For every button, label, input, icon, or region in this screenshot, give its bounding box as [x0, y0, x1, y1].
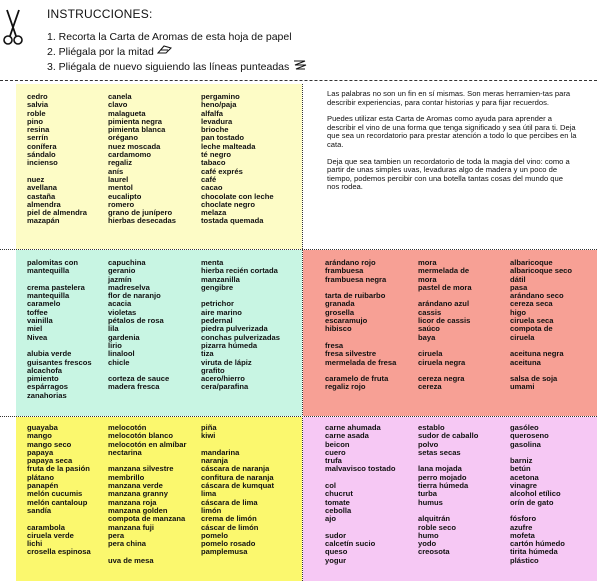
aroma-item: kiwi — [201, 431, 216, 441]
fold-zigzag-icon — [292, 61, 308, 73]
aroma-item: melaza — [201, 208, 227, 218]
aroma-item: tarta de ruibarbo — [325, 291, 386, 301]
aroma-item: establo — [418, 423, 445, 432]
aroma-column — [27, 93, 87, 226]
aroma-item: pétalos de rosa — [108, 316, 164, 326]
aroma-item: mandarina — [201, 447, 240, 457]
aroma-item: espárragos — [27, 382, 68, 392]
aroma-item: anís — [108, 166, 124, 176]
aroma-item: palomitas con — [27, 258, 79, 267]
aroma-item: clavo — [108, 100, 128, 110]
aroma-item: licor de cassis — [418, 316, 471, 326]
aroma-item: Nivea — [27, 332, 48, 342]
aroma-item: naranja — [201, 456, 229, 466]
aroma-item: fresa — [325, 340, 344, 350]
aroma-item: cáscara de lima — [201, 497, 258, 507]
aroma-item: col — [325, 481, 336, 491]
aroma-item: sudor — [325, 530, 347, 540]
aroma-item: mora — [418, 274, 437, 284]
aroma-item: salsa de soja — [510, 374, 558, 384]
aroma-item: crema de limón — [201, 514, 257, 524]
aroma-item: guisantes frescos — [27, 357, 92, 367]
aroma-item: turba — [418, 489, 437, 499]
aroma-item: mofeta — [510, 530, 535, 540]
aroma-item: almendra — [27, 199, 61, 209]
aroma-item: tostada quemada — [201, 216, 264, 226]
aroma-item: pimienta blanca — [108, 125, 166, 135]
aroma-column — [201, 259, 280, 392]
aroma-item: sándalo — [27, 150, 56, 160]
aroma-item: chocolate con leche — [201, 191, 274, 201]
aroma-item: gardenia — [108, 332, 140, 342]
aroma-item: piña — [201, 423, 217, 432]
aroma-item: queroseno — [510, 431, 549, 441]
aroma-item: heno/paja — [201, 100, 237, 110]
aroma-item: violetas — [108, 307, 137, 317]
aroma-item: fruta de la pasión — [27, 464, 90, 474]
fold-line-horizontal-2 — [0, 416, 597, 417]
aroma-item: hierbas desecadas — [108, 216, 176, 226]
aroma-column — [201, 424, 274, 557]
aroma-item: cereza — [418, 382, 442, 392]
aroma-column — [325, 259, 396, 392]
aroma-item: roble seco — [418, 522, 456, 532]
fold-line-vertical — [302, 84, 303, 581]
aroma-item: flor de naranjo — [108, 291, 161, 301]
aroma-item: laurel — [108, 174, 129, 184]
aroma-item: leche malteada — [201, 141, 256, 151]
aroma-item: frambuesa negra — [325, 274, 387, 284]
aroma-item: perro mojado — [418, 472, 467, 482]
step-2: 2. Pliégala por la mitad — [47, 44, 308, 59]
aroma-item: albaricoque seco — [510, 266, 573, 276]
aroma-item: cereza negra — [418, 374, 465, 384]
aroma-item: petrichor — [201, 299, 234, 309]
aroma-item: nuez moscada — [108, 141, 161, 151]
instructions-title: INSTRUCCIONES: — [47, 7, 153, 21]
aroma-item: menta — [201, 258, 224, 267]
aroma-item: cebolla — [325, 505, 352, 515]
aroma-item: alcohol etílico — [510, 489, 561, 499]
aroma-item: fresa silvestre — [325, 349, 377, 359]
aroma-item: piedra pulverizada — [201, 324, 268, 334]
aroma-item: serrín — [27, 133, 49, 143]
aroma-item: aceituna — [510, 357, 541, 367]
aroma-item: manzana granny — [108, 489, 168, 499]
aroma-column — [418, 259, 472, 392]
fold-hand-icon — [157, 46, 173, 58]
aroma-item: lirio — [108, 340, 122, 350]
aroma-item: acetona — [510, 472, 539, 482]
aroma-item: miel — [27, 324, 43, 334]
aroma-item: beicon — [325, 439, 350, 449]
aroma-item: pastel de mora — [418, 282, 472, 292]
aroma-item: choclate negro — [201, 199, 256, 209]
aroma-item: creosota — [418, 547, 450, 557]
aroma-item: ciruela negra — [418, 357, 466, 367]
aroma-item: manzanilla — [201, 274, 240, 284]
aroma-item: compota de — [510, 324, 553, 334]
aroma-item: manzana silvestre — [108, 464, 174, 474]
aroma-item: grafito — [201, 365, 225, 375]
aroma-item: pan tostado — [201, 133, 245, 143]
aroma-item: jazmín — [108, 274, 132, 284]
aroma-item: pedernal — [201, 316, 233, 326]
aroma-item: sandía — [27, 505, 52, 515]
aroma-item: crosella espinosa — [27, 547, 91, 557]
aroma-item: café — [201, 174, 217, 184]
aroma-item: pergamino — [201, 92, 240, 101]
aroma-item: polvo — [418, 439, 439, 449]
intro-paragraph-1: Las palabras no son un fin en sí mismas. Son meras herramien-tas para describir experiencias, para contar historias y para fijar recuerdos. — [327, 89, 571, 107]
aroma-item: hierba recién cortada — [201, 266, 278, 276]
aroma-item: pomelo — [201, 530, 229, 540]
aroma-item: fósforo — [510, 514, 537, 524]
aroma-item: ciruela seca — [510, 316, 554, 326]
aroma-item: arándano seco — [510, 291, 564, 301]
aroma-item: corteza de sauce — [108, 374, 170, 384]
aroma-item: plátano — [27, 472, 55, 482]
aroma-column — [108, 259, 169, 392]
aroma-item: nuez — [27, 174, 45, 184]
aroma-item: toffee — [27, 307, 48, 317]
aroma-item: orégano — [108, 133, 138, 143]
aroma-item: manzana roja — [108, 497, 157, 507]
aroma-item: pasa — [510, 282, 528, 292]
aroma-item: roble — [27, 108, 46, 118]
aroma-item: membrillo — [108, 472, 145, 482]
aroma-item: té negro — [201, 150, 231, 160]
aroma-item: arándano rojo — [325, 258, 376, 267]
aroma-item: tierra húmeda — [418, 481, 469, 491]
aroma-item: tiza — [201, 349, 214, 359]
aroma-item: levadura — [201, 116, 233, 126]
aroma-item: pera — [108, 530, 125, 540]
aroma-item: cassis — [418, 307, 442, 317]
aroma-item: cáscara de naranja — [201, 464, 270, 474]
aroma-item: carne ahumada — [325, 423, 381, 432]
aroma-item: carambola — [27, 522, 65, 532]
aroma-item: acacia — [108, 299, 132, 309]
step-1: 1. Recorta la Carta de Aromas de esta hoja de papel — [47, 31, 292, 43]
aroma-item: nectarina — [108, 447, 142, 457]
aroma-item: pimienta negra — [108, 116, 163, 126]
aroma-item: salvia — [27, 100, 49, 110]
aroma-item: melón cantaloup — [27, 497, 88, 507]
aroma-item: pino — [27, 116, 44, 126]
aroma-item: resina — [27, 125, 50, 135]
aroma-item: gasóleo — [510, 423, 539, 432]
aroma-item: caramelo de fruta — [325, 374, 389, 384]
aroma-item: ajo — [325, 514, 336, 524]
aroma-item: alquitrán — [418, 514, 451, 524]
aroma-item: vinagre — [510, 481, 538, 491]
aroma-column — [108, 93, 176, 226]
aroma-column — [27, 424, 91, 557]
aroma-item: chicle — [108, 357, 130, 367]
aroma-item: cedro — [27, 92, 48, 101]
aroma-item: pamplemusa — [201, 547, 248, 557]
aroma-column — [27, 259, 92, 400]
aroma-item: grosella — [325, 307, 355, 317]
aroma-item: papaya — [27, 447, 54, 457]
aroma-item: crema pastelera — [27, 282, 85, 292]
aroma-item: mango — [27, 431, 52, 441]
aroma-item: setas secas — [418, 447, 461, 457]
aroma-item: manzana verde — [108, 481, 163, 491]
aroma-item: eucalipto — [108, 191, 142, 201]
aroma-item: gasolina — [510, 439, 541, 449]
aroma-item: canela — [108, 92, 132, 101]
aroma-item: malvavisco tostado — [325, 464, 396, 474]
aroma-item: café exprés — [201, 166, 243, 176]
aroma-item: confitura de naranja — [201, 472, 274, 482]
intro-text — [327, 90, 577, 200]
aroma-item: zanahorias — [27, 390, 67, 400]
aroma-item: brioche — [201, 125, 229, 135]
aroma-item: cardamomo — [108, 150, 152, 160]
instructions-steps — [47, 30, 308, 74]
aroma-item: ciruela — [418, 349, 443, 359]
aroma-item: melocotón blanco — [108, 431, 173, 441]
aroma-item: madreselva — [108, 282, 150, 292]
aroma-item: azufre — [510, 522, 533, 532]
aroma-item: ciruela verde — [27, 530, 74, 540]
aroma-item: manzana golden — [108, 505, 168, 515]
aroma-item: baya — [418, 332, 436, 342]
aroma-item: capuchina — [108, 258, 146, 267]
aroma-item: cuero — [325, 447, 346, 457]
aroma-item: yodo — [418, 539, 437, 549]
aroma-item: umami — [510, 382, 535, 392]
aroma-item: mazapán — [27, 216, 60, 226]
aroma-item: piel de almendra — [27, 208, 87, 218]
aroma-item: cera/parafina — [201, 382, 249, 392]
aroma-item: mermelada de fresa — [325, 357, 397, 367]
aroma-item: granada — [325, 299, 355, 309]
aroma-item: uva de mesa — [108, 555, 154, 565]
aroma-item: vainilla — [27, 316, 53, 326]
aroma-item: mango seco — [27, 439, 72, 449]
aroma-item: mantequilla — [27, 266, 70, 276]
aroma-item: trufa — [325, 456, 342, 466]
aroma-item: viruta de lápiz — [201, 357, 252, 367]
aroma-item: melón cucumis — [27, 489, 83, 499]
aroma-item: lima — [201, 489, 217, 499]
aroma-item: cartón húmedo — [510, 539, 565, 549]
aroma-item: plástico — [510, 555, 539, 565]
aroma-item: frambuesa — [325, 266, 364, 276]
aroma-item: compota de manzana — [108, 514, 186, 524]
aroma-item: regaliz rojo — [325, 382, 366, 392]
aroma-column — [325, 424, 395, 565]
aroma-item: panapén — [27, 481, 59, 491]
cut-line — [0, 80, 597, 81]
aroma-item: mermelada de — [418, 266, 470, 276]
aroma-item: romero — [108, 199, 135, 209]
aroma-item: lila — [108, 324, 119, 334]
aroma-item: humo — [418, 530, 439, 540]
aroma-column — [418, 424, 478, 557]
aroma-item: aire marino — [201, 307, 242, 317]
aroma-item: lana mojada — [418, 464, 462, 474]
aroma-item: geranio — [108, 266, 136, 276]
aroma-item: higo — [510, 307, 527, 317]
aroma-item: cáscar de limón — [201, 522, 259, 532]
aroma-item: alubia verde — [27, 349, 72, 359]
aroma-item: cereza seca — [510, 299, 553, 309]
aroma-item: caramelo — [27, 299, 61, 309]
aroma-item: yogur — [325, 555, 347, 565]
aroma-item: mora — [418, 258, 437, 267]
aroma-item: dátil — [510, 274, 526, 284]
aroma-item: barniz — [510, 456, 533, 466]
aroma-item: malagueta — [108, 108, 146, 118]
aroma-item: ciruela — [510, 332, 535, 342]
aroma-item: saúco — [418, 324, 440, 334]
aroma-item: tabaco — [201, 158, 226, 168]
aroma-item: hibisco — [325, 324, 352, 334]
aroma-item: humus — [418, 497, 443, 507]
aroma-item: gengibre — [201, 282, 234, 292]
aroma-item: chucrut — [325, 489, 353, 499]
aroma-item: cacao — [201, 183, 223, 193]
aroma-item: tomate — [325, 497, 350, 507]
aroma-column — [510, 424, 565, 565]
aroma-item: tirita húmeda — [510, 547, 558, 557]
aroma-item: regaliz — [108, 158, 133, 168]
aroma-column — [201, 93, 274, 226]
aroma-item: papaya seca — [27, 456, 73, 466]
aroma-item: carne asada — [325, 431, 369, 441]
aroma-item: mantequilla — [27, 291, 70, 301]
aroma-column — [108, 424, 187, 565]
aroma-item: sudor de caballo — [418, 431, 479, 441]
aroma-item: madera fresca — [108, 382, 160, 392]
aroma-item: manzana fuji — [108, 522, 154, 532]
aroma-item: lichi — [27, 539, 43, 549]
aroma-item: incienso — [27, 158, 58, 168]
aroma-item: orín de gato — [510, 497, 554, 507]
aroma-item: pimiento — [27, 374, 59, 384]
aroma-item: acero/hierro — [201, 374, 245, 384]
aroma-item: linalool — [108, 349, 135, 359]
aroma-item: aceituna negra — [510, 349, 564, 359]
step-3: 3. Pliégala de nuevo siguiendo las líneas punteadas — [47, 59, 308, 74]
aroma-item: conífera — [27, 141, 57, 151]
aroma-item: melocotón en almíbar — [108, 439, 187, 449]
scissors-icon — [2, 6, 24, 46]
aroma-item: escaramujo — [325, 316, 368, 326]
aroma-item: queso — [325, 547, 348, 557]
aroma-item: betún — [510, 464, 531, 474]
aroma-item: limón — [201, 505, 222, 515]
aroma-item: alcachofa — [27, 365, 63, 375]
aroma-item: melocotón — [108, 423, 147, 432]
aroma-column — [510, 259, 572, 392]
aroma-item: pomelo rosado — [201, 539, 256, 549]
aroma-item: pizarra húmeda — [201, 340, 258, 350]
aroma-item: mentol — [108, 183, 133, 193]
aroma-item: pera china — [108, 539, 146, 549]
fold-line-horizontal-1 — [0, 249, 597, 250]
intro-paragraph-2: Puedes utilizar esta Carta de Aromas como ayuda para aprender a describir el vino de una forma que tenga significado y sea útil para ti. Deja que sea un recordatorio para prestar atención a todo lo que percibes en la cata. — [327, 114, 577, 149]
intro-paragraph-3: Deja que sea tambien un recordatorio de toda la magia del vino: como a partir de unas simples uvas, levaduras algo de madera y un poco de tiempo, podemos percibir con una botella tantas cosas del mundo que nos rodea. — [327, 156, 570, 192]
aroma-item: avellana — [27, 183, 57, 193]
aroma-item: calcetín sucio — [325, 539, 376, 549]
aroma-item: cáscara de kumquat — [201, 481, 275, 491]
aroma-item: guayaba — [27, 423, 58, 432]
aroma-item: grano de junípero — [108, 208, 173, 218]
aroma-item: arándano azul — [418, 299, 470, 309]
aroma-item: castaña — [27, 191, 56, 201]
aroma-item: conchas pulverizadas — [201, 332, 280, 342]
aroma-item: alfalfa — [201, 108, 223, 118]
aroma-item: albaricoque — [510, 258, 553, 267]
